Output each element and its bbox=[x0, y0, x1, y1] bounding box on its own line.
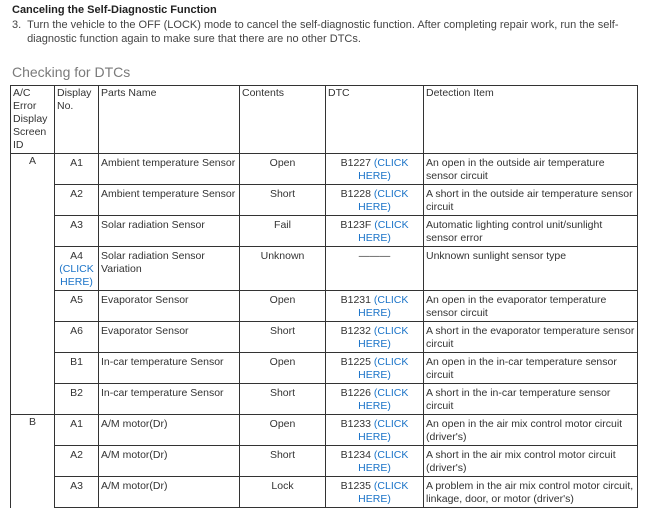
cell-parts-name: Ambient temperature Sensor bbox=[99, 185, 240, 216]
click-here-link[interactable]: (CLICK HERE) bbox=[358, 325, 409, 350]
display-no-text: A6 bbox=[70, 325, 83, 337]
click-here-link[interactable]: (CLICK HERE) bbox=[358, 356, 409, 381]
cell-detection: A short in the evaporator temperature sensor circuit bbox=[424, 322, 638, 353]
header-ac-error: A/C Error Display Screen ID bbox=[11, 86, 55, 154]
cell-contents: Short bbox=[240, 185, 326, 216]
display-no-text: A5 bbox=[70, 294, 83, 306]
cell-detection: A short in the air mix control motor circuit (driver's) bbox=[424, 446, 638, 477]
cell-contents: Lock bbox=[240, 477, 326, 508]
cell-dtc bbox=[326, 477, 424, 508]
table-row bbox=[11, 384, 638, 415]
step-3 bbox=[12, 18, 642, 46]
dtc-code: B1227 bbox=[340, 157, 371, 169]
click-here-link[interactable]: (CLICK HERE) bbox=[358, 219, 409, 244]
cell-display-no bbox=[55, 291, 99, 322]
step-number: 3. bbox=[12, 19, 22, 31]
display-no-text: A3 bbox=[70, 219, 83, 231]
cell-dtc bbox=[326, 322, 424, 353]
cell-display-no bbox=[55, 247, 99, 291]
cell-display-no bbox=[55, 477, 99, 508]
cell-dtc bbox=[326, 446, 424, 477]
display-no-text: A2 bbox=[70, 449, 83, 461]
cell-detection: An open in the evaporator temperature sensor circuit bbox=[424, 291, 638, 322]
cell-detection: A short in the in-car temperature sensor circuit bbox=[424, 384, 638, 415]
display-no-text: A3 bbox=[70, 480, 83, 492]
cell-ac-error bbox=[11, 247, 55, 291]
dtc-code: B1235 bbox=[340, 480, 371, 492]
cell-display-no bbox=[55, 415, 99, 446]
cell-display-no bbox=[55, 185, 99, 216]
cell-display-no bbox=[55, 446, 99, 477]
cell-ac-error bbox=[11, 384, 55, 415]
display-no-text: A1 bbox=[70, 157, 83, 169]
dtc-code: B1228 bbox=[340, 188, 371, 200]
display-no-text: B1 bbox=[70, 356, 83, 368]
cell-dtc bbox=[326, 247, 424, 291]
cell-detection: An open in the air mix control motor circuit (driver's) bbox=[424, 415, 638, 446]
cell-contents: Unknown bbox=[240, 247, 326, 291]
click-here-link[interactable]: (CLICK HERE) bbox=[358, 449, 409, 474]
click-here-link[interactable]: (CLICK HERE) bbox=[59, 263, 94, 288]
header-dtc: DTC bbox=[326, 86, 424, 154]
cell-parts-name: In-car temperature Sensor bbox=[99, 384, 240, 415]
dtc-code: B1226 bbox=[340, 387, 371, 399]
step-text: Turn the vehicle to the OFF (LOCK) mode to cancel the self-diagnostic function. After completing repair work, run the self-diagnostic function again to make sure that there are no other DTCs. bbox=[27, 19, 619, 45]
cell-parts-name: A/M motor(Dr) bbox=[99, 446, 240, 477]
table-header-row bbox=[11, 86, 638, 154]
table-row bbox=[11, 154, 638, 185]
cell-parts-name: Solar radiation Sensor Variation bbox=[99, 247, 240, 291]
cell-parts-name: A/M motor(Dr) bbox=[99, 477, 240, 508]
header-contents: Contents bbox=[240, 86, 326, 154]
checking-dtcs-heading: Checking for DTCs bbox=[12, 64, 131, 80]
cell-ac-error bbox=[11, 291, 55, 322]
cell-contents: Open bbox=[240, 353, 326, 384]
cell-parts-name: Ambient temperature Sensor bbox=[99, 154, 240, 185]
cell-display-no bbox=[55, 216, 99, 247]
header-detection: Detection Item bbox=[424, 86, 638, 154]
table-row bbox=[11, 477, 638, 508]
display-no-text: A2 bbox=[70, 188, 83, 200]
click-here-link[interactable]: (CLICK HERE) bbox=[358, 294, 409, 319]
cell-contents: Short bbox=[240, 446, 326, 477]
cell-display-no bbox=[55, 384, 99, 415]
cell-detection: An open in the outside air temperature sensor circuit bbox=[424, 154, 638, 185]
cell-detection: An open in the in-car temperature sensor circuit bbox=[424, 353, 638, 384]
cell-ac-error: A bbox=[11, 154, 55, 185]
table-body bbox=[11, 154, 638, 508]
display-no-text: B2 bbox=[70, 387, 83, 399]
cell-display-no bbox=[55, 322, 99, 353]
click-here-link[interactable]: (CLICK HERE) bbox=[358, 480, 409, 505]
click-here-link[interactable]: (CLICK HERE) bbox=[358, 387, 409, 412]
cell-dtc bbox=[326, 415, 424, 446]
dtc-code: B1231 bbox=[340, 294, 371, 306]
dtc-code: B123F bbox=[340, 219, 372, 231]
cell-dtc bbox=[326, 291, 424, 322]
cell-dtc bbox=[326, 216, 424, 247]
cell-contents: Short bbox=[240, 322, 326, 353]
cell-contents: Fail bbox=[240, 216, 326, 247]
cell-display-no bbox=[55, 353, 99, 384]
cell-detection: A short in the outside air temperature sensor circuit bbox=[424, 185, 638, 216]
cell-ac-error bbox=[11, 477, 55, 508]
cell-dtc bbox=[326, 185, 424, 216]
cell-parts-name: A/M motor(Dr) bbox=[99, 415, 240, 446]
display-no-text: A1 bbox=[70, 418, 83, 430]
cell-detection: Automatic lighting control unit/sunlight sensor error bbox=[424, 216, 638, 247]
cell-dtc bbox=[326, 353, 424, 384]
cell-contents: Open bbox=[240, 415, 326, 446]
cell-detection: Unknown sunlight sensor type bbox=[424, 247, 638, 291]
dtc-code: ——— bbox=[358, 250, 391, 262]
dtc-code: B1225 bbox=[340, 356, 371, 368]
cell-dtc bbox=[326, 154, 424, 185]
display-no-text: A4 bbox=[70, 250, 83, 262]
table-row bbox=[11, 216, 638, 247]
header-display-no: Display No. bbox=[55, 86, 99, 154]
cell-ac-error bbox=[11, 353, 55, 384]
table-row bbox=[11, 353, 638, 384]
cell-contents: Open bbox=[240, 291, 326, 322]
table-row bbox=[11, 415, 638, 446]
table-row bbox=[11, 446, 638, 477]
cell-ac-error bbox=[11, 216, 55, 247]
dtc-code: B1232 bbox=[340, 325, 371, 337]
cell-parts-name: In-car temperature Sensor bbox=[99, 353, 240, 384]
click-here-link[interactable]: (CLICK HERE) bbox=[358, 157, 409, 182]
cell-ac-error: B bbox=[11, 415, 55, 446]
cell-parts-name: Evaporator Sensor bbox=[99, 322, 240, 353]
click-here-link[interactable]: (CLICK HERE) bbox=[358, 418, 409, 443]
table-row bbox=[11, 322, 638, 353]
dtc-code: B1233 bbox=[340, 418, 371, 430]
dtc-code: B1234 bbox=[340, 449, 371, 461]
cancel-heading: Canceling the Self-Diagnostic Function bbox=[12, 4, 217, 16]
cell-parts-name: Evaporator Sensor bbox=[99, 291, 240, 322]
table-row bbox=[11, 247, 638, 291]
cell-ac-error bbox=[11, 185, 55, 216]
click-here-link[interactable]: (CLICK HERE) bbox=[358, 188, 409, 213]
cell-ac-error bbox=[11, 322, 55, 353]
header-parts-name: Parts Name bbox=[99, 86, 240, 154]
cell-contents: Short bbox=[240, 384, 326, 415]
cell-display-no bbox=[55, 154, 99, 185]
table-row bbox=[11, 185, 638, 216]
cell-parts-name: Solar radiation Sensor bbox=[99, 216, 240, 247]
cell-detection: A problem in the air mix control motor circuit, linkage, door, or motor (driver's) bbox=[424, 477, 638, 508]
cell-dtc bbox=[326, 384, 424, 415]
cell-ac-error bbox=[11, 446, 55, 477]
dtc-table bbox=[10, 85, 638, 508]
cell-contents: Open bbox=[240, 154, 326, 185]
table-row bbox=[11, 291, 638, 322]
